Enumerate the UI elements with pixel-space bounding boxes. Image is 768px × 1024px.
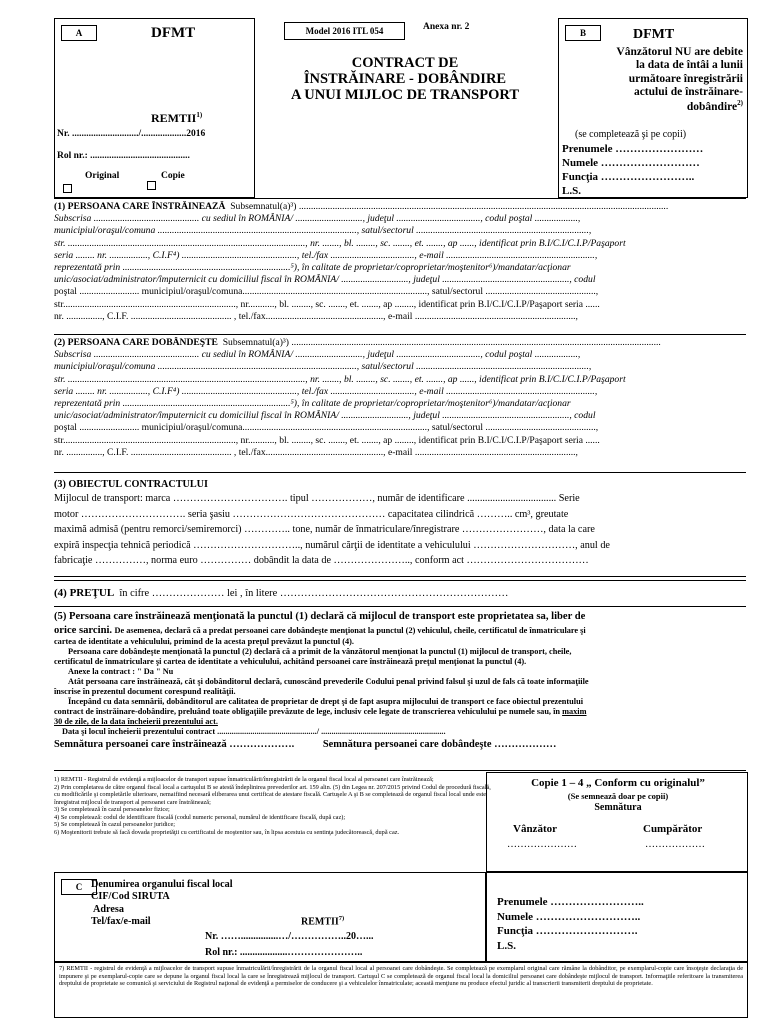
original-label: Original (85, 171, 120, 181)
s1-line-4: str. ..................................................................................................., nr. ......., bl. ........, sc. ......., et. ......., ap ......, identificat prin B.I/C.I/C.I.P/Paşaport (54, 237, 626, 249)
title-line-2: ÎNSTRĂINARE - DOBÂNDIRE (303, 70, 507, 87)
s1-subsemnatul: Subsemnatul(a)³) .......................................................................................................................................................... (230, 201, 669, 212)
s5-declara: De asemenea, declară că a predat persoanei care dobândeşte menţionat la punctul (2) vehiculul, cheile, certificatul de înmatriculare şi (114, 625, 586, 635)
s2-heading: (2) PERSOANA CARE DOBÂNDEŞTE (54, 337, 218, 348)
s4-pret-text: în cifre ………………… lei , în litere ………………………………………………………… (119, 588, 509, 599)
s4-line (54, 587, 746, 600)
s5-line-8: Începând cu data semnării, dobânditorul are calitatea de proprietar de drept şi de fapt asupra mijlocului de transport ce face obiectul prezentului (68, 697, 584, 707)
section-4 (54, 580, 746, 600)
s1-line-10: nr. ..............., C.I.F. .......................................... , tel./fax................................................., e-mail ..................................................................., (54, 310, 578, 322)
box-c-remtii-sup: 7) (338, 915, 345, 922)
copie-label: Copie (161, 171, 185, 181)
box-a-tag: A (61, 25, 97, 41)
s5-divider (54, 770, 746, 771)
sign-lines (497, 895, 644, 953)
box-b-ls: L.S. (562, 185, 581, 197)
debite-line-5 (573, 99, 743, 114)
sign-ls: L.S. (497, 939, 516, 952)
s2-subsemnatul: Subsemnatul(a)³) .......................................................................................................................................................... (222, 337, 661, 348)
sign-numele: Numele ……………………….. (497, 910, 641, 923)
title-line-1: CONTRACT DE (351, 55, 459, 71)
s1-line-9: str........................................................................, nr..........., bl. ........, sc. ......., et. ......., ap ........, identificat prin B.I/C.I/C.I.P/Paşaport seria ...... (54, 298, 600, 310)
s3-line-4: expiră inspecţia tehnică periodică ………………………….., numărul cărţii de identitate a vehiculului …………………………, anul de (54, 539, 610, 551)
box-c-nr: Nr. ……...............…/……………..20…... (205, 931, 374, 942)
sign-functia: Funcţia ………………………. (497, 925, 638, 937)
s2-line-8: poştal ......................... municipiul/oraşul/comuna............................................................................., satul/sectorul .............................................., (54, 422, 599, 434)
s3-line-3: maximă admisă (pentru remorci/semiremorci) ………….. tone, număr de înmatriculare/înregistrare ……………………, data la care (54, 524, 595, 536)
debite-line-3: următoare înregistrării (628, 72, 743, 85)
sign-box (486, 872, 748, 962)
s2-line-4: str. ..................................................................................................., nr. ......., bl. ........, sc. ......., et. ......., ap ......, identificat prin B.I/C.I/C.I.P/Paşaport (54, 373, 626, 385)
s2-line-5: seria ........ nr. ................, C.I.F⁴) ................................................, tel./fax ..................................., e-mail .............................................................., (54, 385, 598, 397)
s3-heading: (3) OBIECTUL CONTRACTULUI (54, 479, 208, 490)
box-a (54, 18, 255, 198)
adresa: Adresa (93, 903, 124, 915)
s1-line-3: municipiul/oraşul/comuna ..................................................................................., satul/sectorul ........................................................................, (54, 225, 592, 237)
copie-cumparator: Cumpărător (643, 823, 703, 835)
s4-heading: (4) PREŢUL (54, 587, 115, 599)
copie-vanzator: Vânzător (513, 823, 557, 835)
copie-box (486, 772, 748, 872)
s2-line-6: reprezentată prin ......................................................................⁵), în calitate de proprietar/coproprietar/moştenitor⁶)/mandatar/acţionar (54, 398, 571, 410)
box-c-tag: C (61, 879, 97, 895)
s3-divider (54, 576, 746, 577)
s2-line-10: nr. ..............., C.I.F. .......................................... , tel./fax................................................., e-mail ..................................................................., (54, 446, 578, 458)
model-box: Model 2016 ITL 054 (284, 22, 405, 40)
copie-checkbox[interactable] (147, 181, 156, 190)
s5-line-7: înscrise în prezentul document corespund realităţii. (54, 687, 236, 697)
s5-anexe: Anexe la contract : " Da " Nu (68, 666, 174, 676)
footnote-2: 2) Prin completarea de către organul fiscal local a cartuşului B se atestă îndeplinirea prevederilor art. 159 alin. (5) din Legea nr. 207/2015 privind Codul de procedură fiscală, cu modificările şi completările ulterioare, nemaifiind necesară eliberarea unui certificat de atestare fiscală. Cartuşele A şi B se completează de organul fiscal local unde este înregistrat mijlocul de transport al persoanei care înstrăinează; (54, 783, 491, 806)
box-c-remtii (301, 915, 344, 928)
box-b-debite (573, 46, 743, 114)
s3-line-1: Mijlocul de transport: marca ……………………………. tipul ………………, număr de identificare ................................... Serie (54, 493, 580, 504)
s2-line-1 (54, 337, 746, 349)
copie-sub: (Se semnează doar pe copii) (567, 791, 669, 801)
footnote-6: 6) Moştenitorii trebuie să facă dovada proprietăţii cu certificatul de moştenitor sau, în lipsa acestuia cu sentinţa judecătorească, după caz. (54, 828, 400, 836)
s5-data-loc: Data şi locul încheierii prezentului contract ................................................/ ............................................................ (62, 727, 446, 737)
s1-line-8: poştal ......................... municipiul/oraşul/comuna............................................................................., satul/sectorul .............................................., (54, 286, 599, 298)
box-a-title: DFMT (151, 25, 196, 41)
s5-line-9-text: contract de înstrăinare-dobândire, preluând toate obligaţiile prevăzute de lege, inclusiv cele legate de transcrierea vehiculului pe numele sau, în (54, 707, 560, 717)
s3-line-2: motor …………………………. seria şasiu ……………………………………… capacitatea cilindrică ……….. cm³, greutate (54, 508, 569, 520)
s1-line-1 (54, 201, 746, 213)
box-a-rol: Rol nr.: .......................................... (57, 151, 190, 161)
section-5 (54, 606, 746, 751)
box-b-title: DFMT (633, 27, 675, 42)
copie-cumparator-dots: ……………… (645, 839, 705, 850)
s5-semnaturi (54, 738, 746, 751)
contract-title (262, 56, 548, 104)
footnote-3: 3) Se completează în cazul persoanelor fizice; (54, 806, 170, 814)
box-a-nr: Nr. ............................/...................2016 (57, 129, 206, 139)
denumire-organ: Denumirea organului fiscal local (91, 879, 233, 890)
box-b-functia: Funcţia …………………….. (562, 171, 695, 183)
copie-title: Copie 1 – 4 „ Conform cu originalul” (531, 777, 705, 789)
box-c-rol: Rol nr.: ...................………………….. (205, 947, 363, 958)
s3-line-5: fabricaţie ……………, norma euro …………… dobândit la data de ………………….., conform act ……………………………… (54, 555, 589, 567)
section-1 (54, 198, 746, 323)
copie-semnatura: Semnătura (594, 802, 642, 813)
s5-line-1: (5) Persoana care înstrăinează menţionată la punctul (1) declară că mijlocul de transport este proprietatea sa, liber de (54, 611, 586, 622)
box-c-remtii-label: REMTII (301, 916, 339, 928)
remtii-sup: 1) (196, 111, 203, 119)
box-b (558, 18, 748, 198)
footnote-4: 4) Se completează: codul de identificare fiscală (codul numeric personal, numărul de identificare fiscală, după caz); (54, 813, 346, 821)
section-2 (54, 334, 746, 459)
s1-line-5: seria ........ nr. ................, C.I.F⁴) ................................................, tel./fax ..................................., e-mail .............................................................., (54, 249, 598, 261)
box-b-tag: B (565, 25, 601, 41)
box-b-note: (se completează şi pe copii) (575, 129, 687, 140)
s5-line-9 (54, 707, 746, 717)
box-b-prenume: Prenumele …………………… (562, 143, 704, 155)
s2-line-9: str........................................................................, nr..........., bl. ........, sc. ......., et. ......., ap ........, identificat prin B.I/C.I/C.I.P/Paşaport seria ...... (54, 434, 600, 446)
s5-line-6: Atât persoana care înstrăinează, cât şi dobânditorul declară, cunoscând prevederile Codului penal privind falsul şi uzul de fals că toate informaţiile (68, 676, 589, 686)
debite-line-2: la data de întâi a lunii (635, 59, 743, 72)
section-3 (54, 472, 746, 569)
footnote-1: 1) REMTII - Registrul de evidenţă a mijloacelor de transport supuse înmatriculării/înregistrării de la organul fiscal local al persoanei care înstrăinează; (54, 776, 434, 783)
box-c (54, 872, 486, 962)
s5-sarcini: orice sarcini. (54, 624, 113, 636)
s2-line-2: Subscrisa ............................................ cu sediul în ROMÂNIA/ ............................, judeţul ..................................., codul poştal .................., (54, 349, 581, 361)
tel-fax-email: Tel/fax/e-mail (91, 915, 151, 927)
original-checkbox[interactable] (63, 184, 72, 193)
semnatura-instrainator: Semnătura persoanei care înstrăinează ………………. (54, 738, 295, 750)
s1-line-7: unic/asociat/administrator/împuternicit cu domiciliul fiscal în ROMÂNIA/ ............................, judeţul ....................................................., codul (54, 274, 596, 286)
s1-line-2: Subscrisa ............................................ cu sediul în ROMÂNIA/ ............................, judeţul ..................................., codul poştal .................., (54, 213, 581, 225)
box-b-numele: Numele ……………………… (562, 157, 700, 169)
remtii-label: REMTII (151, 111, 197, 125)
sign-prenume: Prenumele …………………….. (497, 896, 644, 908)
s1-heading: (1) PERSOANA CARE ÎNSTRĂINEAZĂ (54, 201, 226, 212)
debite-line-1: Vânzătorul NU are debite (616, 46, 743, 58)
s5-line-3: cartea de identitate a vehiculului, primind de la acesta preţul prevăzut la punctul (4). (54, 636, 354, 646)
box-c-lines (91, 879, 233, 928)
s1-line-6: reprezentată prin ......................................................................⁵), în calitate de proprietar/coproprietar/moştenitor⁶)/mandatar/acţionar (54, 262, 571, 274)
footnote-5: 5) Se completează în cazul persoanelor juridice; (54, 821, 175, 829)
s2-line-7: unic/asociat/administrator/împuternicit cu domiciliul fiscal în ROMÂNIA/ ............................, judeţul ....................................................., codul (54, 410, 596, 422)
footer-note: 7) REMTII - registrul de evidenţă a mijloacelor de transport supuse înmatriculării/înregistrării de la organul fiscal local al persoanei care dobândeşte. Se completează pe exemplarul original care rămâne la dobânditor, pe exemplarul-copie care însoţeşte declaraţia de impunere şi pe exemplarul-copie care se depune la organul fiscal local la care se înregistrează mijlocul de transport. Cartuşul C se completează de organul fiscal local la domiciliul persoanei care dobândeşte mijlocul de transport. Informaţiile referitoare la transmiterea dreptului de proprietate se comunică şi serviciului de Registrul naţional de evidenţă a permiselor de conducere şi a vehiculelor înmatriculate; această menţiune nu produce efectul juridic al transcrierii transmiterii dreptului de proprietate. (54, 962, 748, 1018)
debite-line-5-text: dobândire (686, 101, 738, 114)
debite-sup: 2) (737, 99, 743, 108)
s2-line-3: municipiul/oraşul/comuna ..................................................................................., satul/sectorul ........................................................................, (54, 361, 592, 373)
footnotes (54, 776, 492, 872)
s5-line-5: certificatul de înmatriculare şi cartea de identitate a vehiculului, achitând persoanei care înstrăinează preţul menţionat la punctul (4). (54, 656, 527, 666)
debite-line-4: actului de înstrăinare- (633, 85, 743, 98)
s5-line-4: Persoana care dobândeşte menţionată la punctul (2) declară că a primit de la vânzătorul menţionat la punctul (1) mijlocul de transport, cheile, (68, 646, 572, 656)
copie-vanzator-dots: ………………… (507, 839, 577, 850)
s5-maxim: maxim (562, 707, 587, 717)
semnatura-dobanditor: Semnătura persoanei care dobândeşte ……………… (322, 738, 557, 750)
cif-siruta: CIF/Cod SIRUTA (91, 891, 170, 903)
s5-line-2 (54, 624, 746, 637)
title-line-3: A UNUI MIJLOC DE TRANSPORT (290, 86, 520, 103)
anexa-label: Anexa nr. 2 (423, 22, 470, 32)
s5-line-10: 30 de zile, de la data încheierii prezentului act. (54, 717, 218, 727)
box-a-remtii (151, 111, 202, 125)
